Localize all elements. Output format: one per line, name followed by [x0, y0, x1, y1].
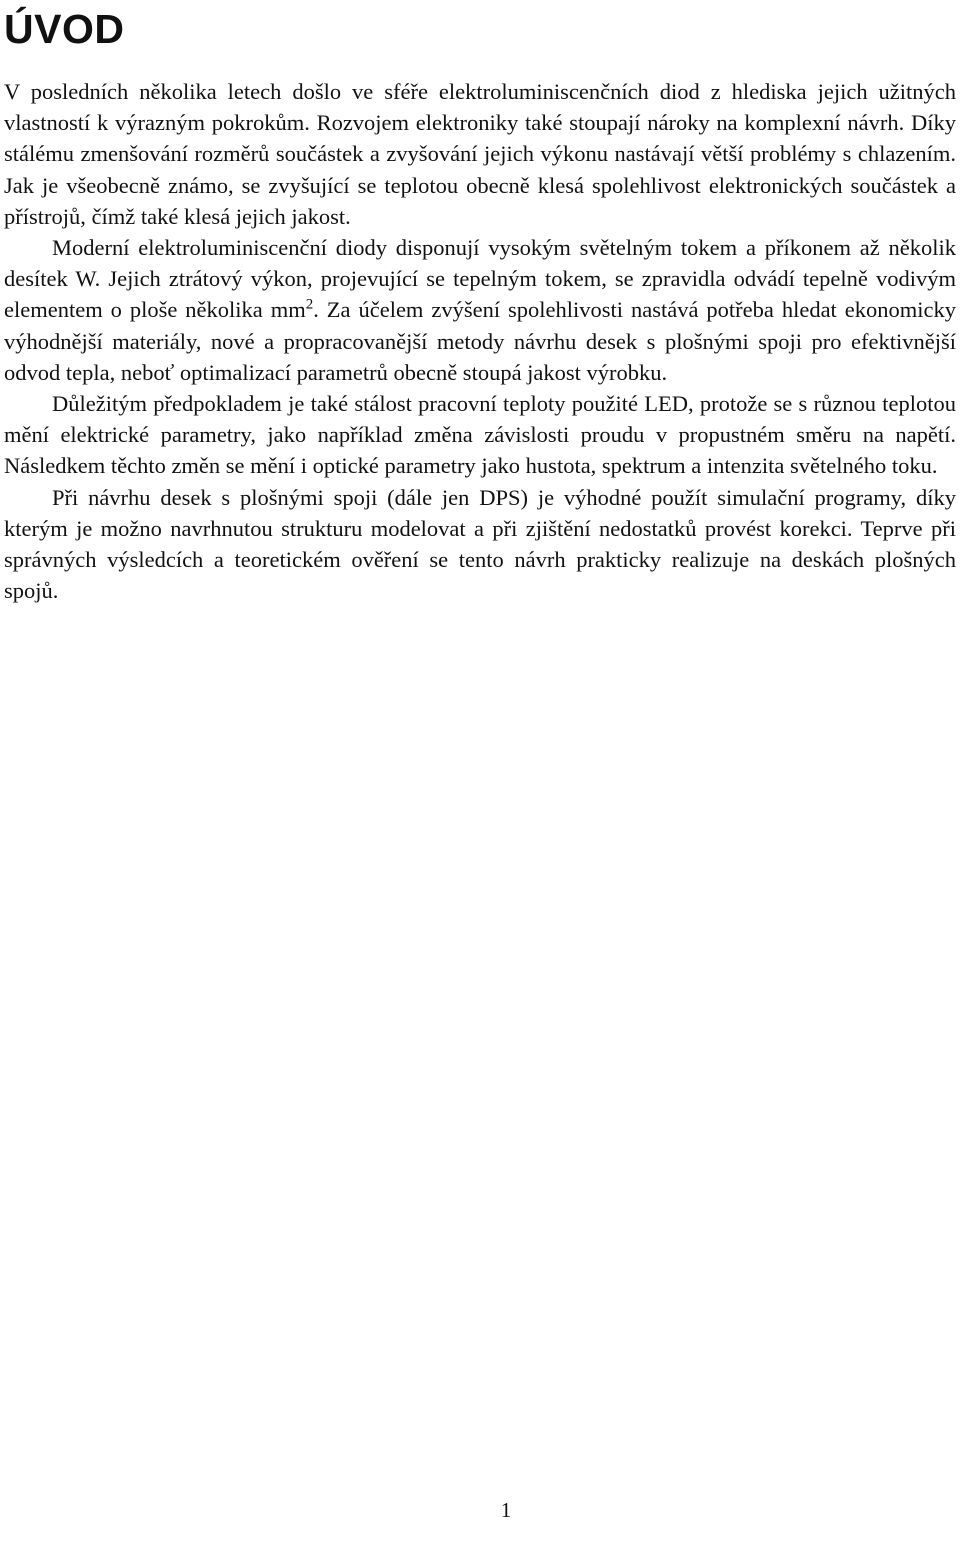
paragraph-temperature-stability: Důležitým předpokladem je také stálost pracovní teploty použité LED, protože se s různou teplotou mění elektrické parametry, jako například změna závislosti proudu v propustném směru na napětí. Následkem těchto změn se mění i optické parametry jako hustota, spektrum a intenzita světelného toku. [4, 391, 956, 479]
paragraph-pcb-design: Při návrhu desek s plošnými spoji (dále jen DPS) je výhodné použít simulační programy, díky kterým je možno navrhnutou strukturu modelovat a při zjištění nedostatků provést korekci. Teprve při správných výsledcích a teoretickém ověření se tento návrh prakticky realizuje na deskách plošných spojů. [4, 484, 956, 604]
paragraph-intro: V posledních několika letech došlo ve sféře elektroluminiscenčních diod z hlediska jejich užitných vlastností k výrazným pokrokům. Rozvojem elektroniky také stoupají nároky na komplexní návrh. Díky stálému zmenšování rozměrů součástek a zvyšování jejich výkonu nastávají větší problémy s chlazením. Jak je všeobecně známo, se zvyšující se teplotou obecně klesá spolehlivost elektronických součástek a přístrojů, čímž také klesá jejich jakost. [4, 79, 956, 229]
body-text [4, 76, 956, 606]
paragraph-modern-leds-text-before: Moderní elektroluminiscenční diody disponují vysokým světelným tokem a příkonem až několik desítek W. Jejich ztrátový výkon, projevující se tepelným tokem, se zpravidla odvádí tepelně vodivým elementem o ploše několika mm [4, 235, 956, 323]
paragraph-modern-leds [4, 232, 956, 388]
paragraph-modern-leds-text-after: . Za účelem zvýšení spolehlivosti nastává potřeba hledat ekonomicky výhodnější materiály, nové a propracovanější metody návrhu desek s plošnými spoji pro efektivnější odvod tepla, neboť optimalizací parametrů obecně stoupá jakost výrobku. [4, 297, 956, 385]
page-number: 1 [500, 1498, 512, 1522]
page-title: ÚVOD [4, 6, 125, 52]
document-page [4, 0, 956, 606]
superscript-exponent: 2 [305, 296, 314, 313]
